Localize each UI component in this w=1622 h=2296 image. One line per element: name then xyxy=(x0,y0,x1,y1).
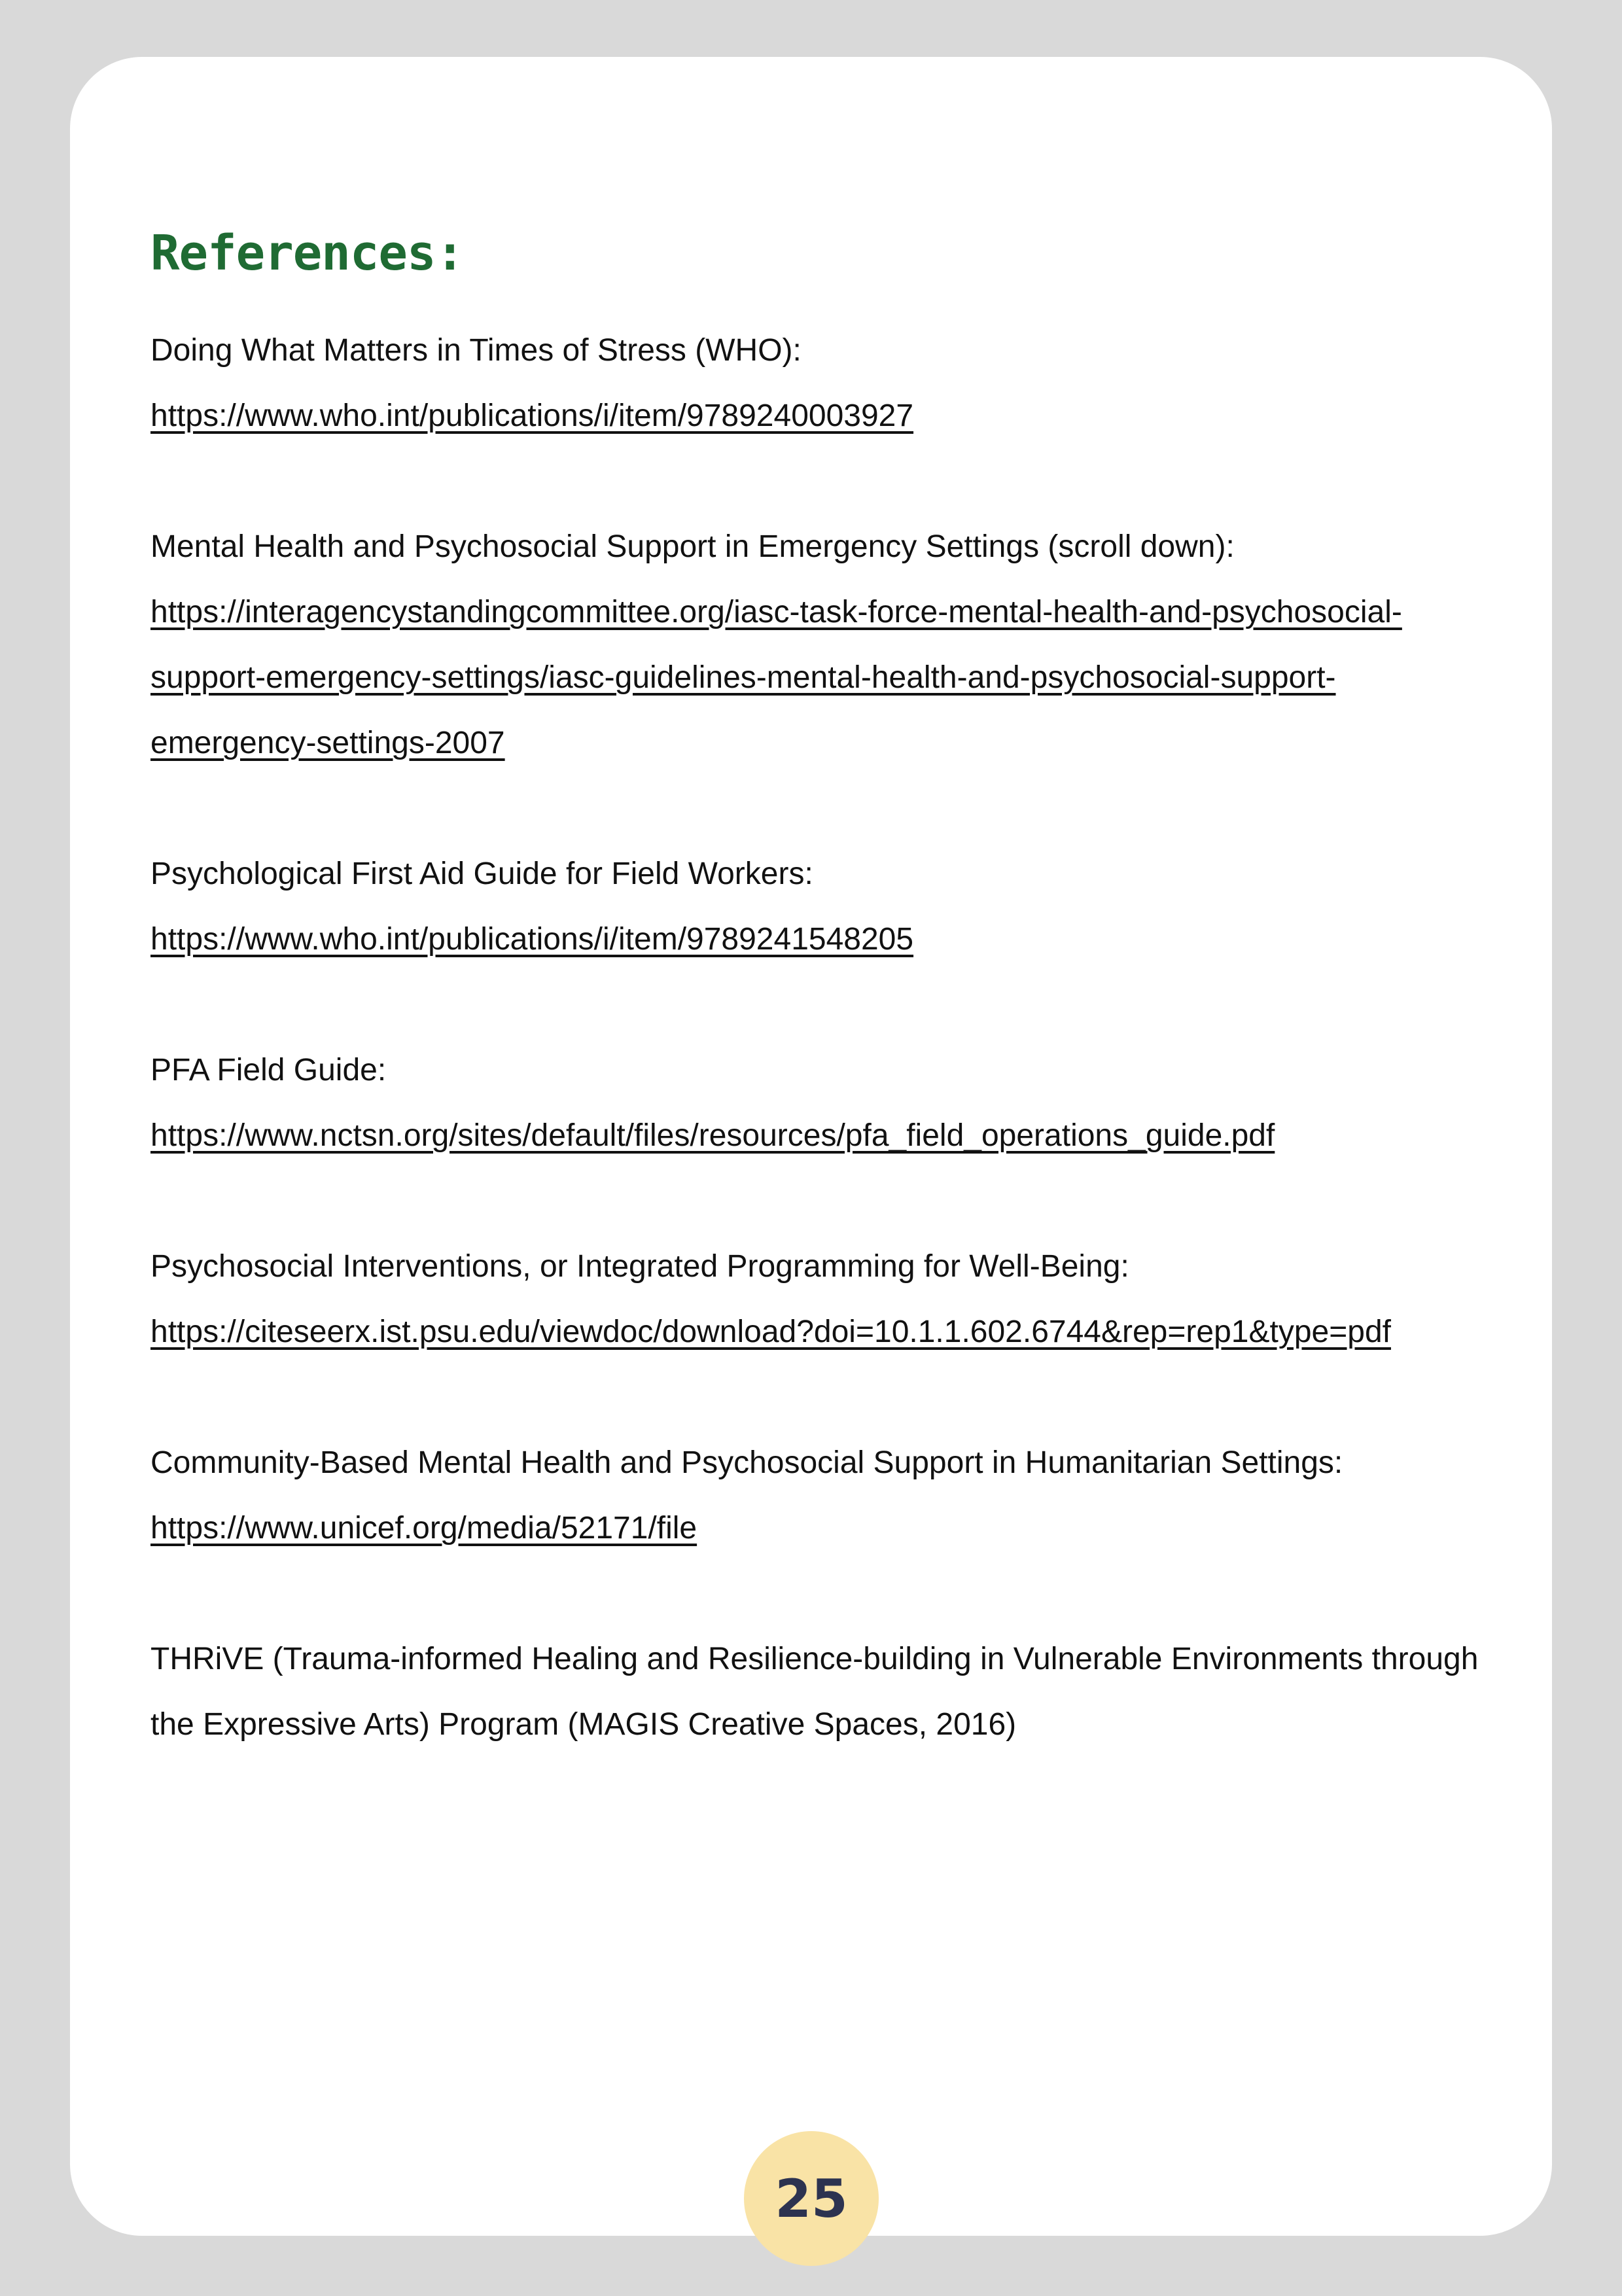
reference-link[interactable]: https://interagencystandingcommittee.org/iasc-task-force-mental-health-and-psychosocial-support-emergency-settings/iasc-guidelines-mental-health-and-psychosocial-support-emergency-settings-2007 xyxy=(150,595,1402,760)
reference-title: Mental Health and Psychosocial Support in Emergency Settings (scroll down): xyxy=(150,529,1235,564)
reference-title: THRiVE (Trauma-informed Healing and Resilience-building in Vulnerable Environments through the Expressive Arts) Program (MAGIS Creative Spaces, 2016) xyxy=(150,1642,1479,1742)
reference-item xyxy=(150,841,1492,972)
reference-item xyxy=(150,1234,1492,1365)
reference-item xyxy=(150,1038,1492,1169)
reference-item xyxy=(150,1627,1492,1757)
reference-title: Psychosocial Interventions, or Integrated Programming for Well-Being: xyxy=(150,1249,1129,1284)
reference-link[interactable]: https://www.who.int/publications/i/item/9789241548205 xyxy=(150,922,914,957)
reference-title: Psychological First Aid Guide for Field Workers: xyxy=(150,857,813,891)
page-number-badge xyxy=(744,2131,879,2266)
reference-item xyxy=(150,514,1492,776)
reference-link[interactable]: https://www.who.int/publications/i/item/9789240003927 xyxy=(150,398,914,433)
reference-link[interactable]: https://citeseerx.ist.psu.edu/viewdoc/download?doi=10.1.1.602.6744&rep=rep1&type=pdf xyxy=(150,1315,1391,1349)
reference-title: Community-Based Mental Health and Psychosocial Support in Humanitarian Settings: xyxy=(150,1445,1343,1480)
page-number: 25 xyxy=(775,2168,848,2229)
references-section xyxy=(150,225,1492,1823)
reference-title: PFA Field Guide: xyxy=(150,1053,387,1087)
reference-item xyxy=(150,318,1492,449)
reference-item xyxy=(150,1430,1492,1561)
reference-title: Doing What Matters in Times of Stress (WHO): xyxy=(150,333,802,368)
reference-link[interactable]: https://www.unicef.org/media/52171/file xyxy=(150,1511,697,1545)
references-heading: References: xyxy=(150,225,465,281)
reference-link[interactable]: https://www.nctsn.org/sites/default/files/resources/pfa_field_operations_guide.pdf xyxy=(150,1118,1275,1153)
